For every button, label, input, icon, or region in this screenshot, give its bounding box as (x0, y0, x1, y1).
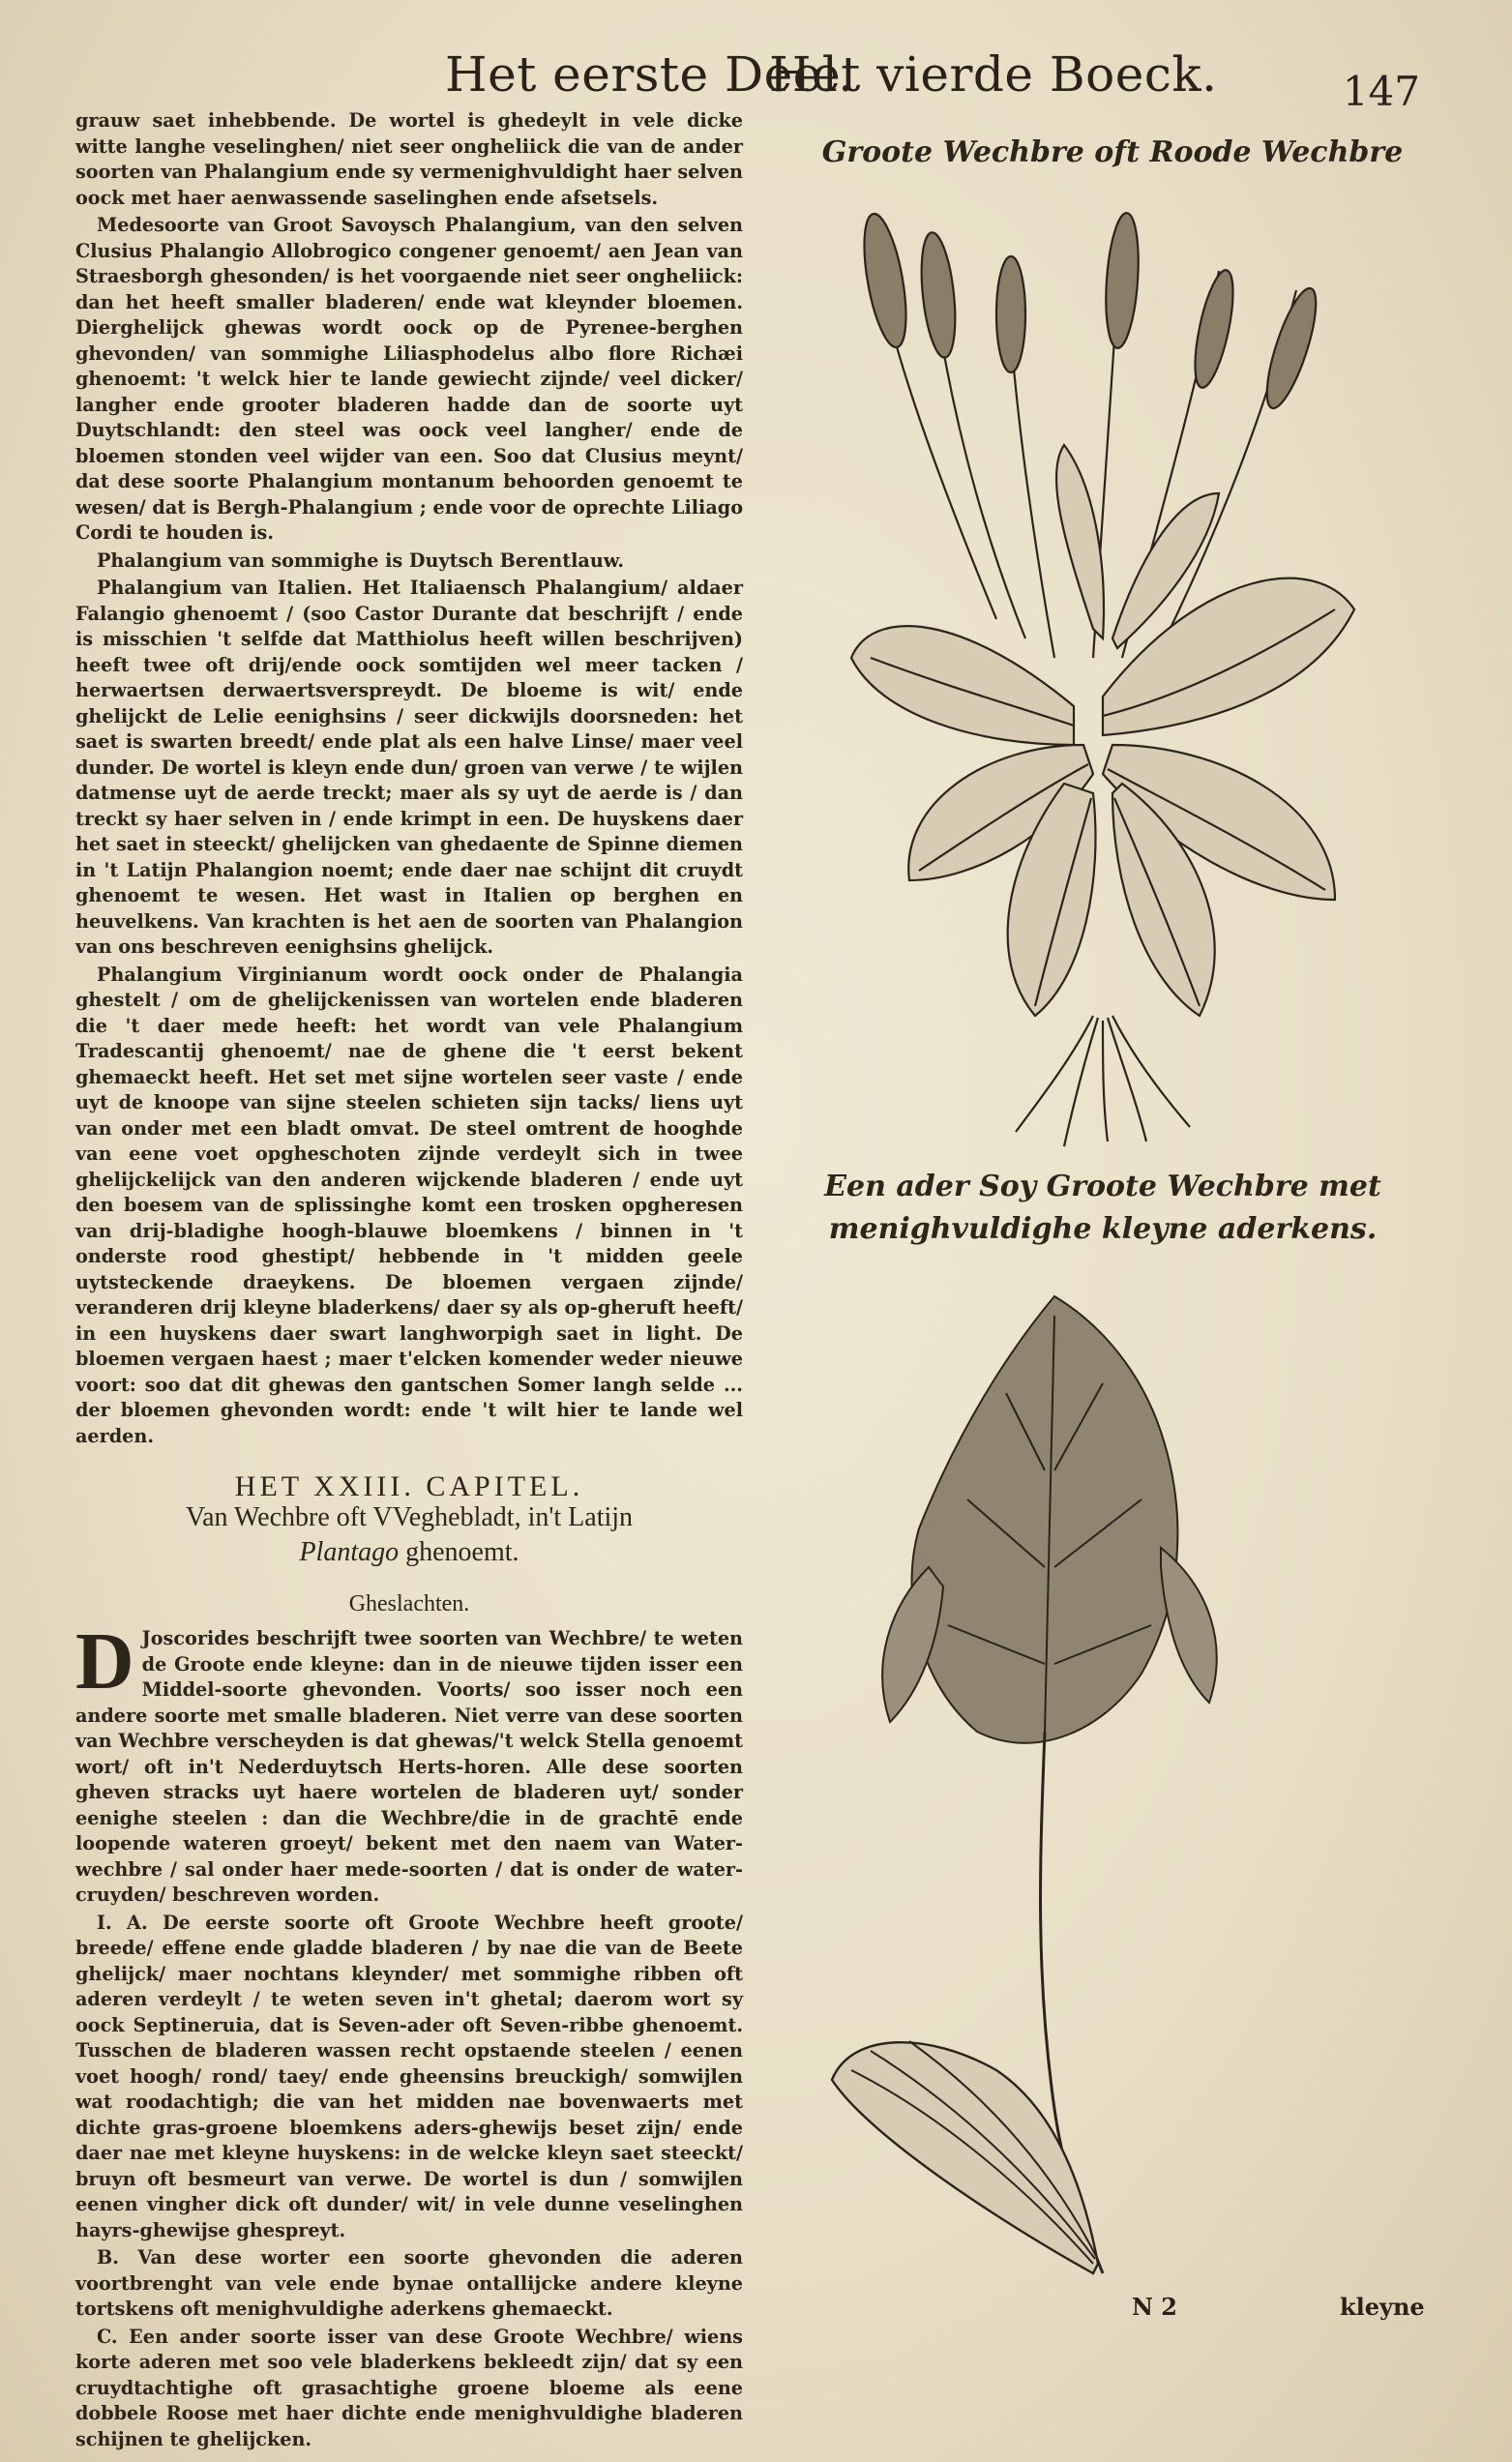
folio-number: 147 (1342, 68, 1420, 115)
paragraph: Medesoorte van Groot Savoysch Phalangium, van den selven Clusius Phalangio Allobrogico congener genoemt/ aen Jean van Straesborgh ghesonden/ is het voorgaende niet seer ongheliick: dan het heeft smaller bladeren/ ende wat kleynder bloemen. Dierghelijck ghewas wordt oock op de Pyrenee-berghen ghevonden/ van sommighe Liliasphodelus albo flore Richæi ghenoemt: 't welck hier te lande gewiecht zijnde/ veel dicker/ langher ende grooter bladeren hadde dan de soorte uyt Duytschlandt: den steel was oock veel langher/ ende de bloemen stonden veel wijder van een. Soo dat Clusius meynt/ dat dese soorte Phalangium montanum behoorden genoemt te wesen/ dat is Bergh-Phalangium ; ende voor de oprechte Liliago Cordi te houden is. (75, 214, 743, 544)
paragraph-text: Joscorides beschrijft twee soorten van Wechbre/ te weten de Groote ende kleyne: dan in de nieuwe tijden isser een Middel-soorte ghevonden. Voorts/ soo isser noch een andere soorte met smalle bladeren. Niet verre van dese soorten van Wechbre verscheyden is dat ghewas/'t welck Stella genoemt wort/ oft in't Nederduytsch Herts-horen. Alle dese soorten gheven stracks uyt haere wortelen de bladeren uyt/ sonder eenighe steelen : dan die Wechbre/die in de grachtē ende loopende wateren groeyt/ bekent met den naem van Water-wechbre / sal onder haer mede-soorten / dat is onder de water-cruyden/ beschreven worden. (75, 1627, 743, 1906)
signature-mark: N 2 (1132, 2293, 1177, 2321)
paragraph: B. Van dese worter een soorte ghevonden die aderen voortbrenght van vele ende bynae ontallijcke andere kleyne tortskens oft menighvuldighe aderkens ghemaeckt. (75, 2246, 743, 2320)
rose-plantain-woodcut-illustration (813, 1277, 1267, 2283)
subheading: Gheslachten. (348, 1590, 470, 1617)
running-head-left: Het eerste Deel. (445, 46, 854, 103)
paragraph: C. Een ander soorte isser van dese Groote Wechbre/ wiens korte aderen met soo vele bladerkens bekleedt zijn/ dat sy een cruydtachtighe oft grasachtighe groene bloeme als eene dobbele Roose met haer dichte ende menighvuldighe bladeren schijnen te ghelijcken. (75, 2325, 743, 2450)
catchword: kleyne (1340, 2293, 1425, 2321)
paragraph-with-dropcap (75, 1617, 743, 1909)
paragraph: grauw saet inhebbende. De wortel is ghedeylt in vele dicke witte langhe veselinghen/ niet seer ongheliick die van de ander soorten van Phalangium ende sy vermenighvuldight haer selven oock met haer aenwassende saselinghen ende afsetsels. (75, 109, 743, 209)
paragraph: I. A. De eerste soorte oft Groote Wechbre heeft groote/ breede/ effene ende gladde bladeren / by nae die van de Beete ghelijck/ maer nochtans kleynder/ met sommighe ribben oft aderen verdeylt / te weten seven in't ghetal; daerom wort sy oock Septineruia, dat is Seven-ader oft Seven-ribbe ghenoemt. Tusschen de bladeren wassen recht opstaende steelen / eenen voet hoogh/ rond/ taey/ ende gheensins breuckigh/ somwijlen wat roodachtigh; die van het midden nae bovenwaerts met dichte gras-groene bloemkens aders-ghewijs beset zijn/ ende daer nae met kleyne huyskens: in de welcke kleyn saet steeckt/ bruyn oft besmeurt van verwe. De wortel is dun / somwijlen eenen vingher dick oft dunder/ wit/ in vele dunne veselinghen hayrs-ghewijse ghespreyt. (75, 1911, 743, 2241)
chapter-title-line1: Van Wechbre oft VVeghebladt, in't Latijn (185, 1501, 634, 1532)
top-figure-caption: Groote Wechbre oft Roode Wechbre (821, 135, 1404, 169)
chapter-heading (75, 1470, 743, 1570)
paragraph: Phalangium van sommighe is Duytsch Berentlauw. (97, 549, 625, 572)
left-text-column (75, 108, 743, 2454)
dropcap: D (75, 1617, 134, 1706)
chapter-title (75, 1500, 743, 1570)
chapter-title-suffix: ghenoemt. (405, 1536, 519, 1567)
chapter-title-latin: Plantago (299, 1536, 400, 1567)
paragraph: Phalangium van Italien. Het Italiaensch Phalangium/ aldaer Falangio ghenoemt / (soo Castor Durante dat beschrijft / ende is misschien 't selfde dat Matthiolus heeft willen beschrijven) heeft twee oft drij/ende oock somtijden wel meer tacken / herwaertsen derwaertsverspreydt. De bloeme is wit/ ende ghelijckt de Lelie eenighsins / seer dickwijls doorsneden: het saet is swarten breedt/ ende plat als een halve Linse/ maer veel dunder. De wortel is kleyn ende dun/ groen van verwe / te wijlen datmense uyt de aerde treckt; maer als sy uyt de aerde is / dan treckt sy haer selven in / ende krimpt in een. De huyskens daer het saet in steeckt/ ghelijcken van ghedaente de Spinne diemen in 't Latijn Phalangion noemt; ende daer nae schijnt dit cruydt ghenoemt te wesen. Het wast in Italien op berghen en heuvelkens. Van krachten is het aen de soorten van Phalangion van ons beschreven eenighsins ghelijck. (75, 577, 743, 958)
chapter-number: HET XXIII. CAPITEL. (234, 1470, 584, 1502)
middle-figure-caption: Een ader Soy Groote Wechbre met menighvuldighe kleyne aderkens. (824, 1170, 1381, 1246)
paragraph: Phalangium Virginianum wordt oock onder de Phalangia ghestelt / om de ghelijckenissen van wortelen ende bladeren die 't daer mede heeft: het wordt van vele Phalangium Tradescantij ghenoemt/ nae de ghene die 't eerst bekent ghemaeckt heeft. Het set met sijne wortelen seer vaste / ende uyt de knoope van sijne steelen schieten sijn tacks/ liens uyt van onder met een bladt omvat. De steel omtrent de hooghde van eene voet opgheschoten zijnde verdeylt sich in twee ghelijckelijck van den anderen wijckende bladeren / ende uyt den boesem van de splissinghe komt een trosken opgheresen van drij-bladighe hoogh-blauwe bloemkens / binnen in 't onderste rood ghestipt/ hebbende in 't midden geele uytsteckende draeykens. De bloemen vergaen zijnde/ veranderen drij kleyne bladerkens/ daer sy als op-gheruft heeft/ in een huyskens daer swart langhworpigh saet in light. De bloemen vergaen haest ; maer t'elcken komender weder nieuwe voort: soo dat dit ghewas den gantschen Somer langh selde ... der bloemen ghevonden wordt: ende 't wilt hier te lande wel aerden. (75, 963, 743, 1447)
running-head-right: Het vierde Boeck. (769, 46, 1218, 103)
plantain-woodcut-illustration (813, 203, 1393, 1151)
